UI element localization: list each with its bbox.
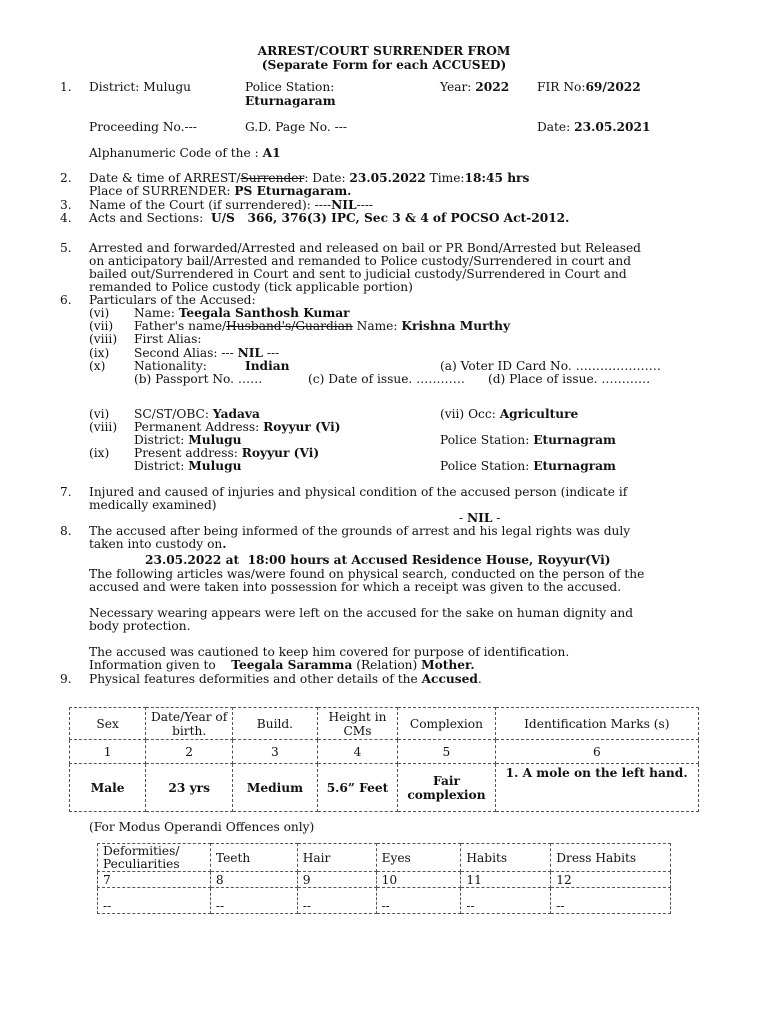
passport-no: (b) Passport No. …… — [134, 372, 263, 386]
present-police-station: Police Station: Eturnagram — [440, 459, 616, 473]
item-number: 2. — [60, 171, 72, 185]
nationality-label: Nationality: — [134, 359, 207, 373]
table-cell: 5.6” Feet — [317, 764, 397, 812]
roman-numeral: (viii) — [89, 420, 118, 434]
issue-place: (d) Place of issue. ………… — [488, 372, 651, 386]
search-line: The following articles was/were found on physical search, conducted on the person of the — [89, 567, 645, 581]
table-header: Identification Marks (s) — [495, 708, 698, 740]
permanent-address: Permanent Address: Royyur (Vi) — [134, 420, 341, 434]
table-cell: 11 — [461, 872, 551, 888]
ps-value: Eturnagaram — [245, 94, 336, 108]
table-cell: 7 — [98, 872, 211, 888]
modus-operandi-note: (For Modus Operandi Offences only) — [89, 820, 315, 834]
table-cell: 1. A mole on the left hand. — [495, 764, 698, 812]
table-cell: 6 — [495, 740, 698, 764]
custody-line: The accused after being informed of the grounds of arrest and his legal rights was duly — [89, 524, 631, 538]
physical-features-table — [69, 707, 699, 812]
table-header: Teeth — [210, 844, 297, 872]
item-number: 8. — [60, 524, 72, 538]
table-cell: 1 — [70, 740, 146, 764]
modus-operandi-table — [97, 843, 671, 914]
table-header: Date/Year of birth. — [146, 708, 233, 740]
table-header: Eyes — [376, 844, 461, 872]
caste: SC/ST/OBC: Yadava — [134, 407, 260, 421]
roman-numeral: (ix) — [89, 446, 110, 460]
form-subtitle: (Separate Form for each ACCUSED) — [261, 58, 507, 72]
item-number: 7. — [60, 485, 72, 499]
father-name: Father's name/Husband's/Guardian Name: Krishna Murthy — [134, 319, 511, 333]
search-line: accused and were taken into possession for which a receipt was given to the accused. — [89, 580, 622, 594]
arrest-status-line: remanded to Police custody (tick applicable portion) — [89, 280, 413, 294]
table-cell: -- — [551, 888, 671, 914]
injuries-line: Injured and caused of injuries and physical condition of the accused person (indicate if — [89, 485, 628, 499]
present-district: District: Mulugu — [134, 459, 242, 473]
table-header: Hair — [297, 844, 376, 872]
issue-date: (c) Date of issue. ………… — [308, 372, 465, 386]
acts-sections: Acts and Sections: U/S 366, 376(3) IPC, Sec 3 & 4 of POCSO Act-2012. — [89, 211, 570, 225]
table-header: Build. — [233, 708, 318, 740]
table-header-row — [70, 708, 699, 740]
item-number: 4. — [60, 211, 72, 225]
roman-numeral: (viii) — [89, 332, 118, 346]
nationality-value: Indian — [245, 359, 290, 373]
table-cell: Fair complexion — [398, 764, 495, 812]
table-row — [70, 764, 699, 812]
table-header: Habits — [461, 844, 551, 872]
arrest-status-line: bailed out/Surrendered in Court and sent to judicial custody/Surrendered in Court and — [89, 267, 627, 281]
table-header: Complexion — [398, 708, 495, 740]
fir-field: FIR No:69/2022 — [537, 80, 641, 94]
table-cell: -- — [98, 888, 211, 914]
court-name: Name of the Court (if surrendered): ----NIL---- — [89, 198, 374, 212]
item-number: 9. — [60, 672, 72, 686]
custody-line: taken into custody on. — [89, 537, 227, 551]
item-number: 1. — [60, 80, 72, 94]
caution-line: The accused was cautioned to keep him covered for purpose of identification. — [89, 645, 570, 659]
permanent-police-station: Police Station: Eturnagram — [440, 433, 616, 447]
table-header-row — [98, 844, 671, 872]
table-cell: 10 — [376, 872, 461, 888]
table-cell: -- — [297, 888, 376, 914]
physical-features-heading: Physical features deformities and other details of the Accused. — [89, 672, 482, 686]
table-header: Sex — [70, 708, 146, 740]
table-row — [98, 888, 671, 914]
roman-numeral: (vi) — [89, 306, 110, 320]
ps-label: Police Station: — [245, 80, 335, 94]
information-given: Information given to Teegala Saramma (Relation) Mother. — [89, 658, 475, 672]
table-cell: 5 — [398, 740, 495, 764]
item-number: 6. — [60, 293, 72, 307]
gd-page-no: G.D. Page No. --- — [245, 120, 347, 134]
roman-numeral: (vi) — [89, 407, 110, 421]
table-cell: -- — [210, 888, 297, 914]
table-number-row — [70, 740, 699, 764]
first-alias: First Alias: — [134, 332, 202, 346]
table-cell: -- — [461, 888, 551, 914]
year-field: Year: 2022 — [440, 80, 510, 94]
second-alias: Second Alias: --- NIL --- — [134, 346, 280, 360]
permanent-district: District: Mulugu — [134, 433, 242, 447]
table-number-row — [98, 872, 671, 888]
wearing-line: body protection. — [89, 619, 191, 633]
table-cell: Male — [70, 764, 146, 812]
table-cell: 12 — [551, 872, 671, 888]
wearing-line: Necessary wearing appears were left on the accused for the sake on human dignity and — [89, 606, 633, 620]
table-cell: 3 — [233, 740, 318, 764]
district-row: District: Mulugu — [89, 80, 191, 94]
proceeding-no: Proceeding No.--- — [89, 120, 197, 134]
custody-time-place: 23.05.2022 at 18:00 hours at Accused Residence House, Royyur(Vi) — [145, 553, 611, 567]
present-address: Present address: Royyur (Vi) — [134, 446, 320, 460]
form-date: Date: 23.05.2021 — [537, 120, 651, 134]
voter-id: (a) Voter ID Card No. ………………… — [440, 359, 661, 373]
particulars-heading: Particulars of the Accused: — [89, 293, 256, 307]
injuries-nil: - NIL - — [459, 511, 501, 525]
item-number: 3. — [60, 198, 72, 212]
table-cell: 2 — [146, 740, 233, 764]
roman-numeral: (x) — [89, 359, 106, 373]
roman-numeral: (vii) — [89, 319, 114, 333]
surrender-place: Place of SURRENDER: PS Eturnagaram. — [89, 184, 352, 198]
arrest-status-line: on anticipatory bail/Arrested and remanded to Police custody/Surrendered in court and — [89, 254, 632, 268]
table-cell: 23 yrs — [146, 764, 233, 812]
table-cell: 4 — [317, 740, 397, 764]
form-title: ARREST/COURT SURRENDER FROM — [257, 44, 511, 58]
table-cell: Medium — [233, 764, 318, 812]
arrest-datetime: Date & time of ARREST/Surrender: Date: 23.05.2022 Time:18:45 hrs — [89, 171, 530, 185]
table-cell: 9 — [297, 872, 376, 888]
injuries-line: medically examined) — [89, 498, 217, 512]
table-cell: 8 — [210, 872, 297, 888]
alphanumeric-code: Alphanumeric Code of the : A1 — [89, 146, 281, 160]
table-header: Height in CMs — [317, 708, 397, 740]
accused-name: Name: Teegala Santhosh Kumar — [134, 306, 350, 320]
table-header: Dress Habits — [551, 844, 671, 872]
table-cell: -- — [376, 888, 461, 914]
roman-numeral: (ix) — [89, 346, 110, 360]
item-number: 5. — [60, 241, 72, 255]
arrest-status-line: Arrested and forwarded/Arrested and released on bail or PR Bond/Arrested but Released — [89, 241, 641, 255]
table-header: Deformities/ Peculiarities — [98, 844, 211, 872]
occupation: (vii) Occ: Agriculture — [440, 407, 579, 421]
